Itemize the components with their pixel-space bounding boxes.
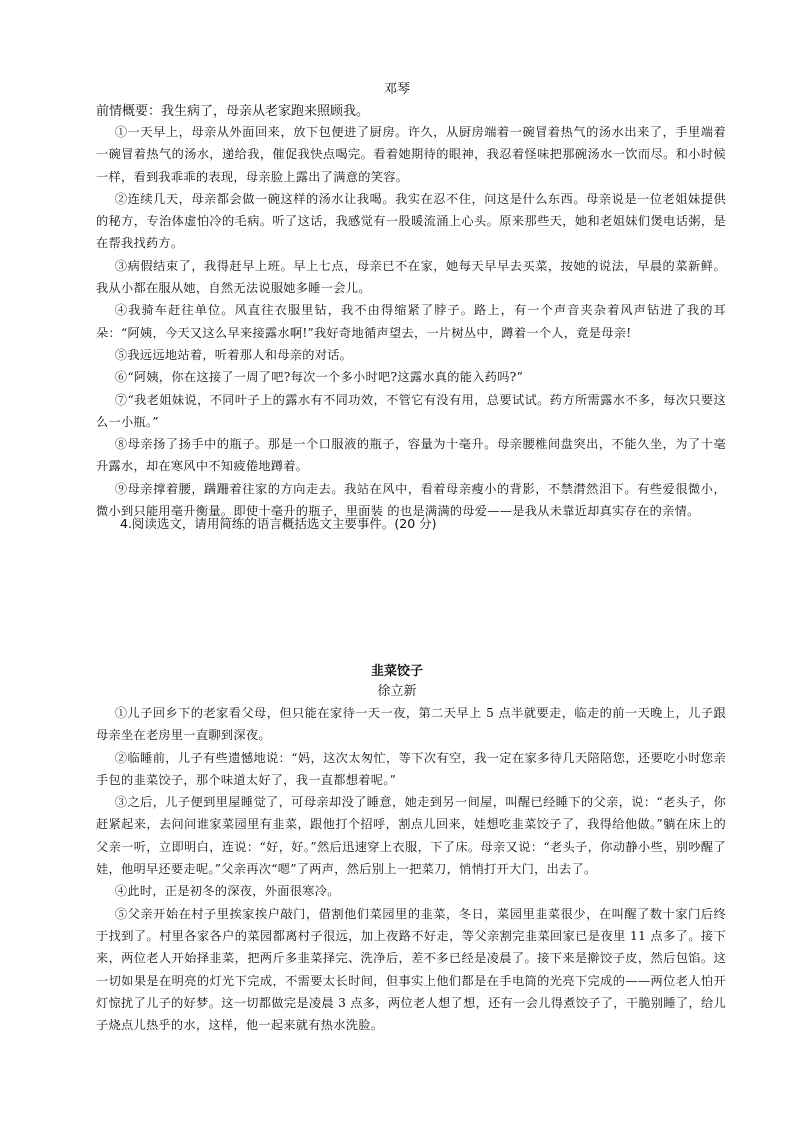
story2-paragraph-4: ④此时，正是初冬的深夜，外面很寒冷。	[114, 884, 340, 899]
story2-paragraph-2: ②临睡前，儿子有些遗憾地说：“妈，这次太匆忙，等下次有空，我一定在家多待几天陪陪您，还要吃小时您亲手包的韭菜饺子，那个味道太好了，我一直都想着呢。”	[96, 750, 726, 787]
story1-paragraph-9: ⑨母亲撑着腰，蹒跚着往家的方向走去。我站在风中，看着母亲瘦小的背影，不禁潸然泪下。有些爱很微小，微小到只能用毫升衡量。即使十毫升的瓶子，里面装 的也是满满的母爱——是我从未靠近却真实存在的亲情。	[96, 481, 726, 519]
story1-summary: 前情概要：我生病了，母亲从老家跑来照顾我。	[96, 104, 370, 119]
story2-paragraph-3: ③之后，儿子便到里屋睡觉了，可母亲却没了睡意，她走到另一间屋，叫醒已经睡下的父亲，说：“老头子，你赶紧起来，去问问谁家菜园里有韭菜，跟他打个招呼，割点儿回来，娃想吃韭菜饺子了，我得给他做。”躺在床上的父亲一听，立即明白，连说：“好，好。”然后迅速穿上衣服，下了床。母亲又说：“老头子，你动静小些，别吵醒了娃，他明早还要走呢。”父亲再次“嗯”了两声，然后别上一把菜刀，悄悄打开大门，出去了。	[96, 795, 726, 877]
story1-paragraph-7: ⑦“我老姐妹说，不同叶子上的露水有不同功效，不管它有没有用，总要试试。药方所需露水不多，每次只要这么一小瓶。”	[96, 392, 726, 429]
story1-paragraph-4: ④我骑车赶往单位。风直往衣服里钻，我不由得缩紧了脖子。路上，有一个声音夹杂着风声钻进了我的耳朵：“阿姨，今天又这么早来接露水啊!”我好奇地循声望去，一片树丛中，蹲着一个人，竟是母亲!	[96, 303, 726, 340]
story1-paragraph-8: ⑧母亲扬了扬手中的瓶子。那是一个口服液的瓶子，容量为十毫升。母亲腰椎间盘突出，不能久坐，为了十毫升露水，却在寒风中不知疲倦地蹲着。	[96, 437, 726, 474]
story1-author: 邓琴	[383, 82, 410, 97]
story2-author: 徐立新	[377, 684, 417, 699]
question-4: 4.阅读选文，请用简练的语言概括选文主要事件。(20 分)	[120, 516, 437, 531]
story2-paragraph-1: ①儿子回乡下的老家看父母，但只能在家待一天一夜，第二天早上 5 点半就要走，临走的前一天晚上，儿子跟母亲坐在老房里一直聊到深夜。	[96, 706, 726, 743]
story1-paragraph-6: ⑥“阿姨，你在这接了一周了吧?每次一个多小时吧?这露水真的能入药吗?”	[114, 370, 524, 385]
story2-body	[96, 702, 726, 1036]
story1-paragraph-3: ③病假结束了，我得赶早上班。早上七点，母亲已不在家，她每天早早去买菜，按她的说法，早晨的菜新鲜。我从小都在服从她，自然无法说服她多睡一会儿。	[96, 258, 726, 296]
story1-body	[96, 121, 726, 522]
story1-paragraph-2: ②连续几天，母亲都会做一碗这样的汤水让我喝。我实在忍不住，问这是什么东西。母亲说是一位老姐妹提供的秘方，专治体虚怕冷的毛病。听了这话，我感觉有一股暖流涌上心头。原来那些天，她和老姐妹们煲电话粥，是在帮我找药方。	[96, 191, 726, 251]
story1-paragraph-1: ①一天早上，母亲从外面回来，放下包便进了厨房。许久，从厨房端着一碗冒着热气的汤水出来了，手里端着一碗冒着热气的汤水，递给我，催促我快点喝完。看着她期待的眼神，我忍着怪味把那碗汤水一饮而尽。和小时候一样，看到我乖乖的表现，母亲脸上露出了满意的笑容。	[96, 125, 726, 184]
story2-title: 韭菜饺子	[370, 664, 423, 679]
story2-paragraph-5: ⑤父亲开始在村子里挨家挨户敲门，借割他们菜园里的韭菜，冬日，菜园里韭菜很少，在叫醒了数十家门后终于找到了。村里各家各户的菜园都离村子很远，加上夜路不好走，等父亲割完韭菜回家已是夜里 11 点多了。接下来，两位老人开始择韭菜，把两斤多韭菜择完、洗净后，差不多已经是凌晨了。接下来是擀饺子皮，然后包馅。这一切如果是在明亮的灯光下完成，不需要太长时间，但事实上他们都是在手电筒的光亮下完成的——两位老人怕开灯惊扰了儿子的好梦。这一切都做完是凌晨 3 点多，两位老人想了想，还有一会儿得煮饺子了，干脆别睡了，给儿子烧点儿热乎的水，这样，他一起来就有热水洗脸。	[96, 906, 726, 1033]
story1-paragraph-5: ⑤我远远地站着，听着那人和母亲的对话。	[114, 347, 353, 362]
